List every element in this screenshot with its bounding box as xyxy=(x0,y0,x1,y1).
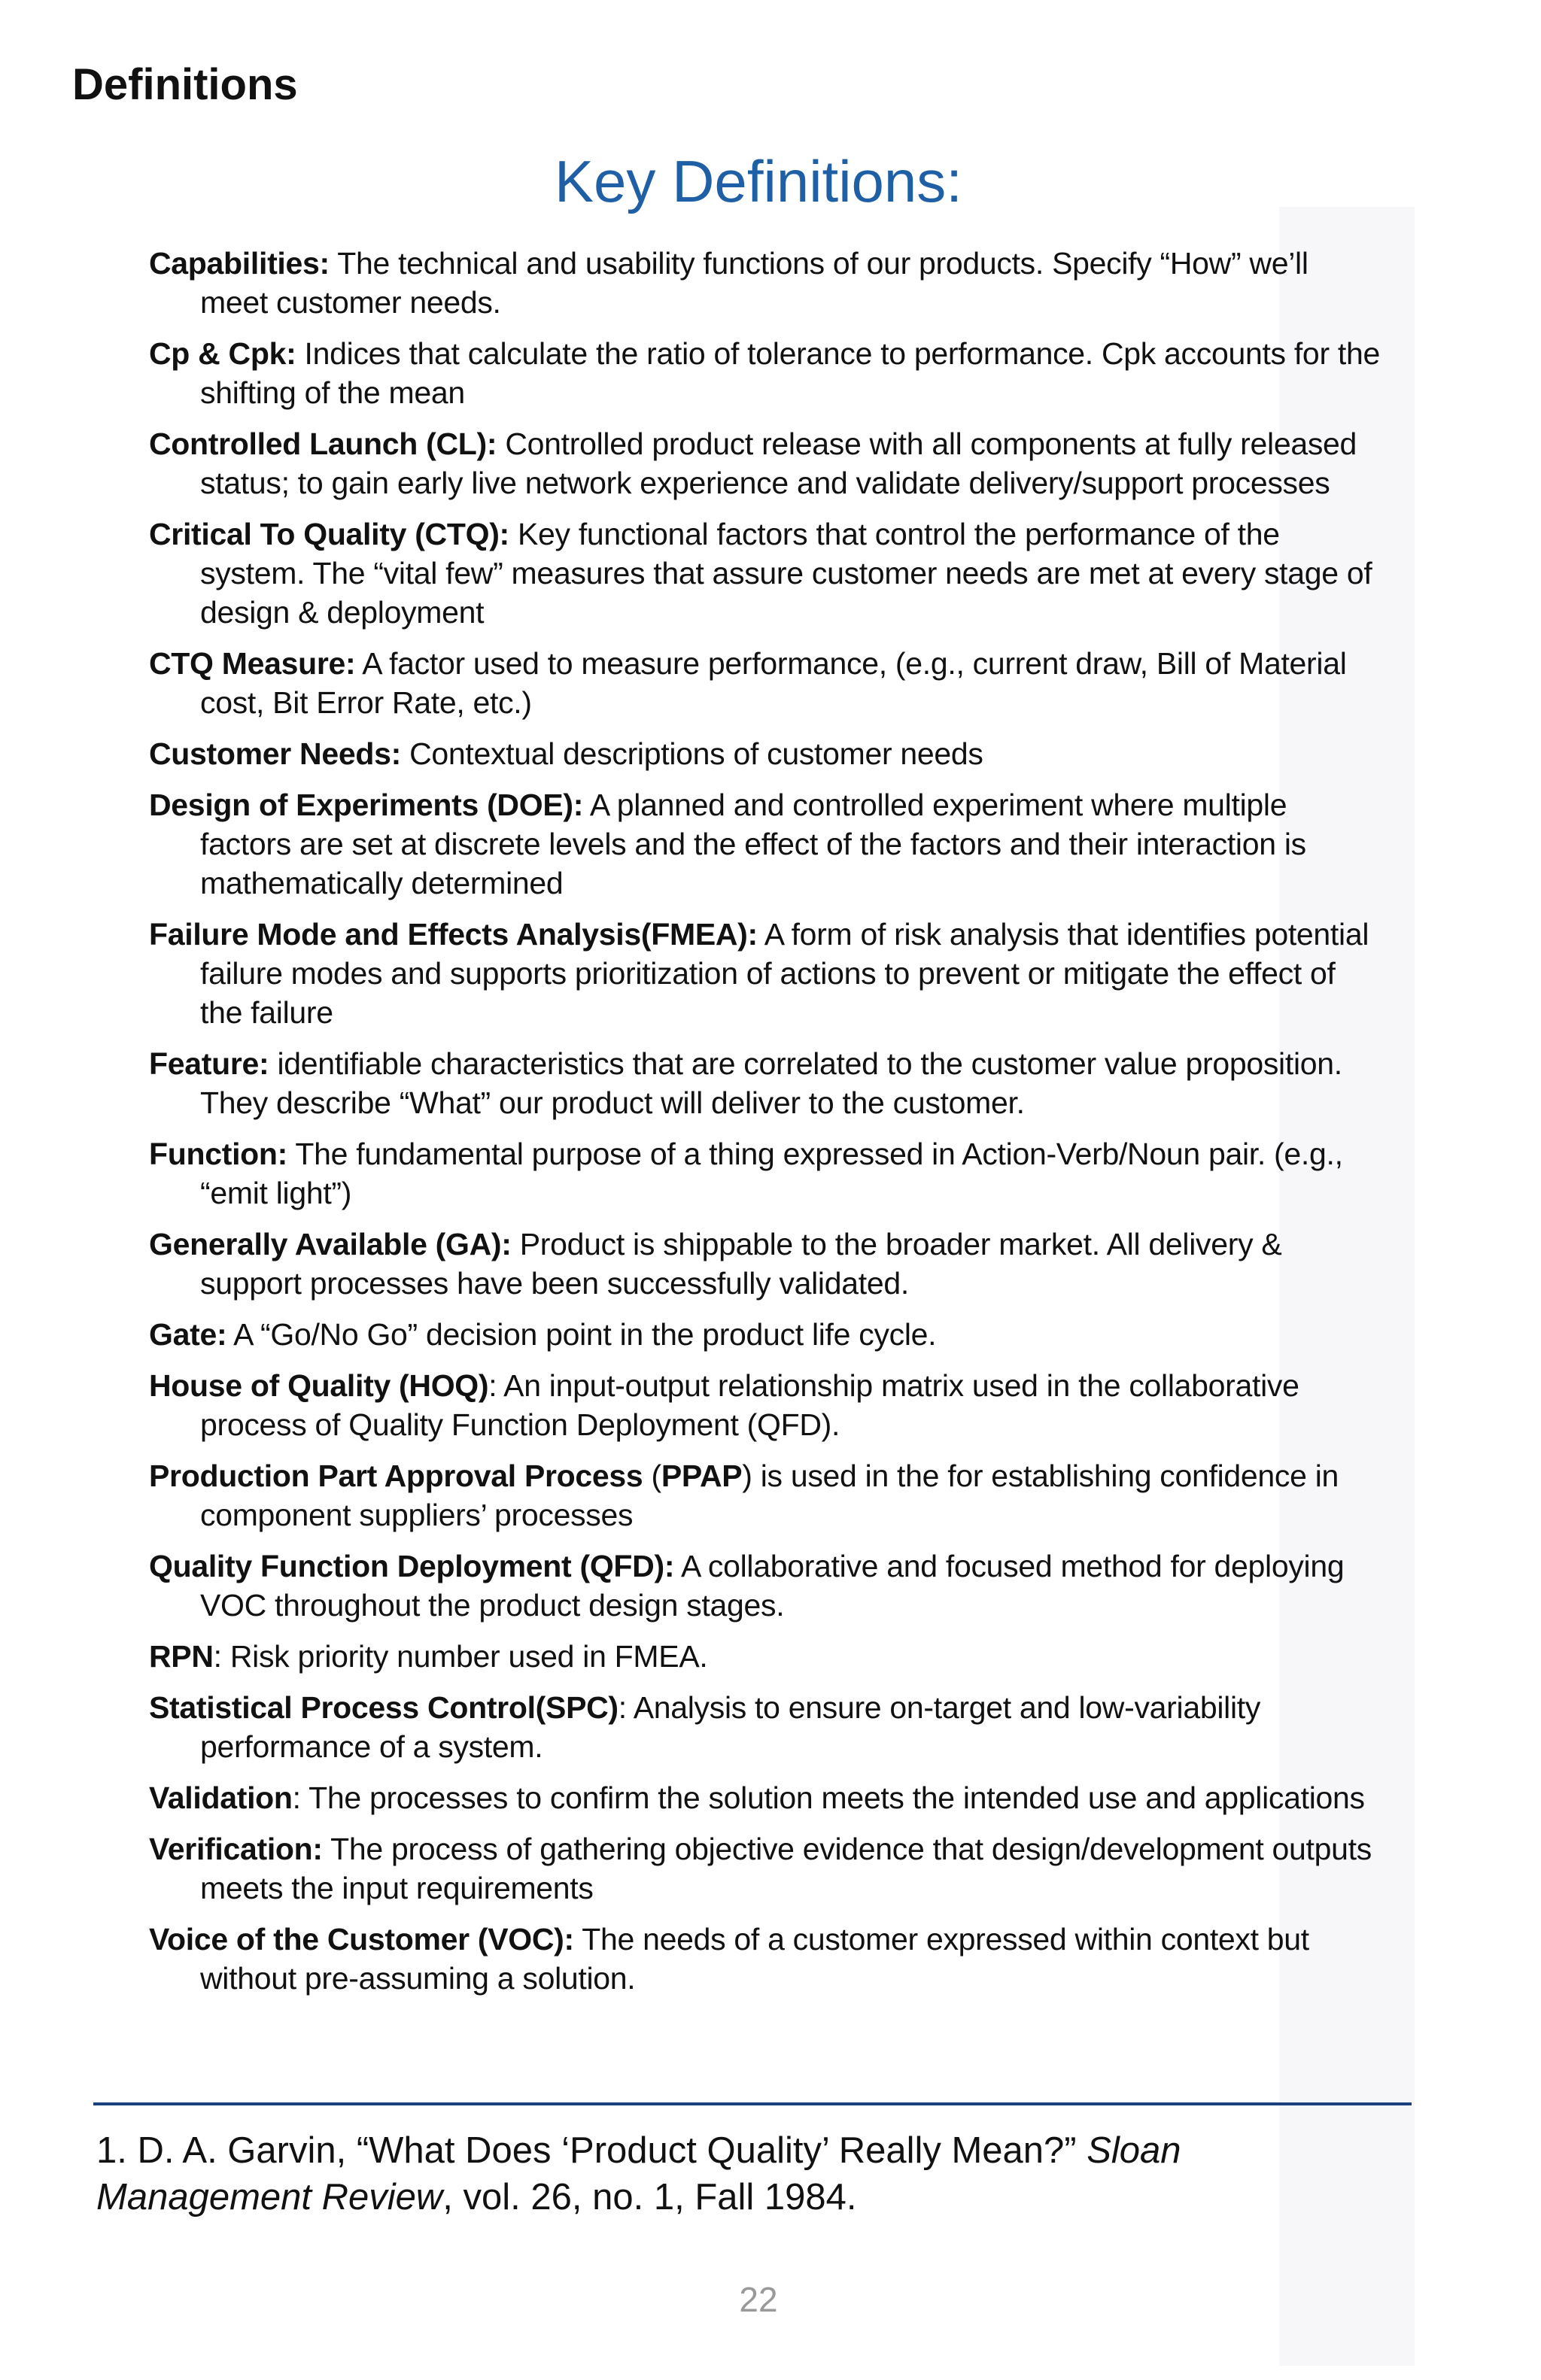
definition-term: Statistical Process Control(SPC) xyxy=(149,1690,619,1725)
definition-term: Voice of the Customer (VOC): xyxy=(149,1922,574,1957)
definition-text: identifiable characteristics that are correlated to the customer value proposition. They describe “What” our product will deliver to the customer. xyxy=(200,1046,1342,1120)
definition-item xyxy=(149,1315,1383,1354)
definition-term: Controlled Launch (CL): xyxy=(149,427,497,461)
definition-item xyxy=(149,915,1383,1032)
definition-text: Product is shippable to the broader market. All delivery & support processes have been successfully validated. xyxy=(200,1227,1282,1301)
definition-text: Indices that calculate the ratio of tolerance to performance. Cpk accounts for the shifting of the mean xyxy=(200,336,1380,410)
definition-term: Customer Needs: xyxy=(149,736,401,771)
definition-item xyxy=(149,1637,1383,1676)
footnote-prefix: 1. D. A. Garvin, “What Does ‘Product Quality’ Really Mean?” xyxy=(96,2130,1087,2171)
divider-rule xyxy=(93,2102,1412,2105)
definition-item xyxy=(149,334,1383,412)
definition-text: The technical and usability functions of our products. Specify “How” we’ll meet customer needs. xyxy=(200,246,1308,320)
definition-term: Capabilities: xyxy=(149,246,330,281)
definition-item xyxy=(149,1456,1383,1535)
footnote-suffix: , vol. 26, no. 1, Fall 1984. xyxy=(442,2177,857,2218)
definition-text: : The processes to confirm the solution meets the intended use and applications xyxy=(292,1780,1365,1815)
definition-term: House of Quality (HOQ) xyxy=(149,1368,489,1403)
footnote-journal: Sloan Management Review xyxy=(96,2130,1181,2218)
definition-term: Quality Function Deployment (QFD): xyxy=(149,1549,675,1583)
section-title: Definitions xyxy=(72,60,298,109)
definition-text: Controlled product release with all components at fully released status; to gain early live network experience and validate delivery/support processes xyxy=(200,427,1357,500)
definition-item xyxy=(149,644,1383,722)
definition-item xyxy=(149,1778,1383,1817)
definition-term: Generally Available (GA): xyxy=(149,1227,512,1261)
slide-title: Key Definitions: xyxy=(555,148,962,214)
definition-text-rest: ) is used in the for establishing confidence in component suppliers’ processes xyxy=(200,1459,1339,1532)
definition-item xyxy=(149,1920,1383,1998)
definition-term: Function: xyxy=(149,1137,288,1171)
definition-item xyxy=(149,1134,1383,1213)
definition-text: A collaborative and focused method for deploying VOC throughout the product design stages. xyxy=(200,1549,1345,1623)
definition-text: ( xyxy=(643,1459,661,1493)
footnote xyxy=(96,2127,1315,2221)
definition-text: The needs of a customer expressed within context but without pre-assuming a solution. xyxy=(200,1922,1309,1996)
definition-term: Cp & Cpk: xyxy=(149,336,296,371)
definition-item xyxy=(149,515,1383,632)
definition-text: : Risk priority number used in FMEA. xyxy=(213,1639,708,1674)
definition-text: A form of risk analysis that identifies potential failure modes and supports prioritization of actions to prevent or mitigate the effect of the failure xyxy=(200,917,1369,1030)
definition-item xyxy=(149,1688,1383,1766)
definition-item xyxy=(149,1547,1383,1625)
definition-item xyxy=(149,1829,1383,1908)
definition-text: : Analysis to ensure on-target and low-variability performance of a system. xyxy=(200,1690,1261,1764)
definition-term: RPN xyxy=(149,1639,214,1674)
definition-item xyxy=(149,244,1383,322)
definition-term-abbrev: PPAP xyxy=(661,1459,743,1493)
definition-term: Validation xyxy=(149,1780,293,1815)
definition-term: Failure Mode and Effects Analysis(FMEA): xyxy=(149,917,758,952)
definition-term: Design of Experiments (DOE): xyxy=(149,788,584,822)
definition-term: CTQ Measure: xyxy=(149,646,356,681)
definition-item xyxy=(149,734,1383,773)
definition-item xyxy=(149,1366,1383,1444)
definition-text: Key functional factors that control the performance of the system. The “vital few” measures that assure customer needs are met at every stage of design & deployment xyxy=(200,517,1372,630)
definition-term: Gate: xyxy=(149,1317,227,1352)
definition-text: The fundamental purpose of a thing expressed in Action-Verb/Noun pair. (e.g., “emit light”) xyxy=(200,1137,1343,1210)
definition-term: Feature: xyxy=(149,1046,269,1081)
definition-text: A “Go/No Go” decision point in the product life cycle. xyxy=(226,1317,937,1352)
page-number: 22 xyxy=(739,2280,778,2319)
definition-text: Contextual descriptions of customer needs xyxy=(400,736,983,771)
definition-text: The process of gathering objective evidence that design/development outputs meets the input requirements xyxy=(200,1832,1372,1905)
definition-term: Verification: xyxy=(149,1832,323,1866)
definition-term: Critical To Quality (CTQ): xyxy=(149,517,509,551)
definition-item xyxy=(149,424,1383,502)
definition-text: : An input-output relationship matrix used in the collaborative process of Quality Function Deployment (QFD). xyxy=(200,1368,1299,1442)
definition-item xyxy=(149,1225,1383,1303)
definition-item xyxy=(149,785,1383,903)
definition-term: Production Part Approval Process xyxy=(149,1459,643,1493)
definition-item xyxy=(149,1044,1383,1122)
definitions-list xyxy=(149,244,1383,2010)
definition-text: A planned and controlled experiment where multiple factors are set at discrete levels and the effect of the factors and their interaction is mathematically determined xyxy=(200,788,1306,900)
definition-text: A factor used to measure performance, (e.g., current draw, Bill of Material cost, Bit Error Rate, etc.) xyxy=(200,646,1347,720)
